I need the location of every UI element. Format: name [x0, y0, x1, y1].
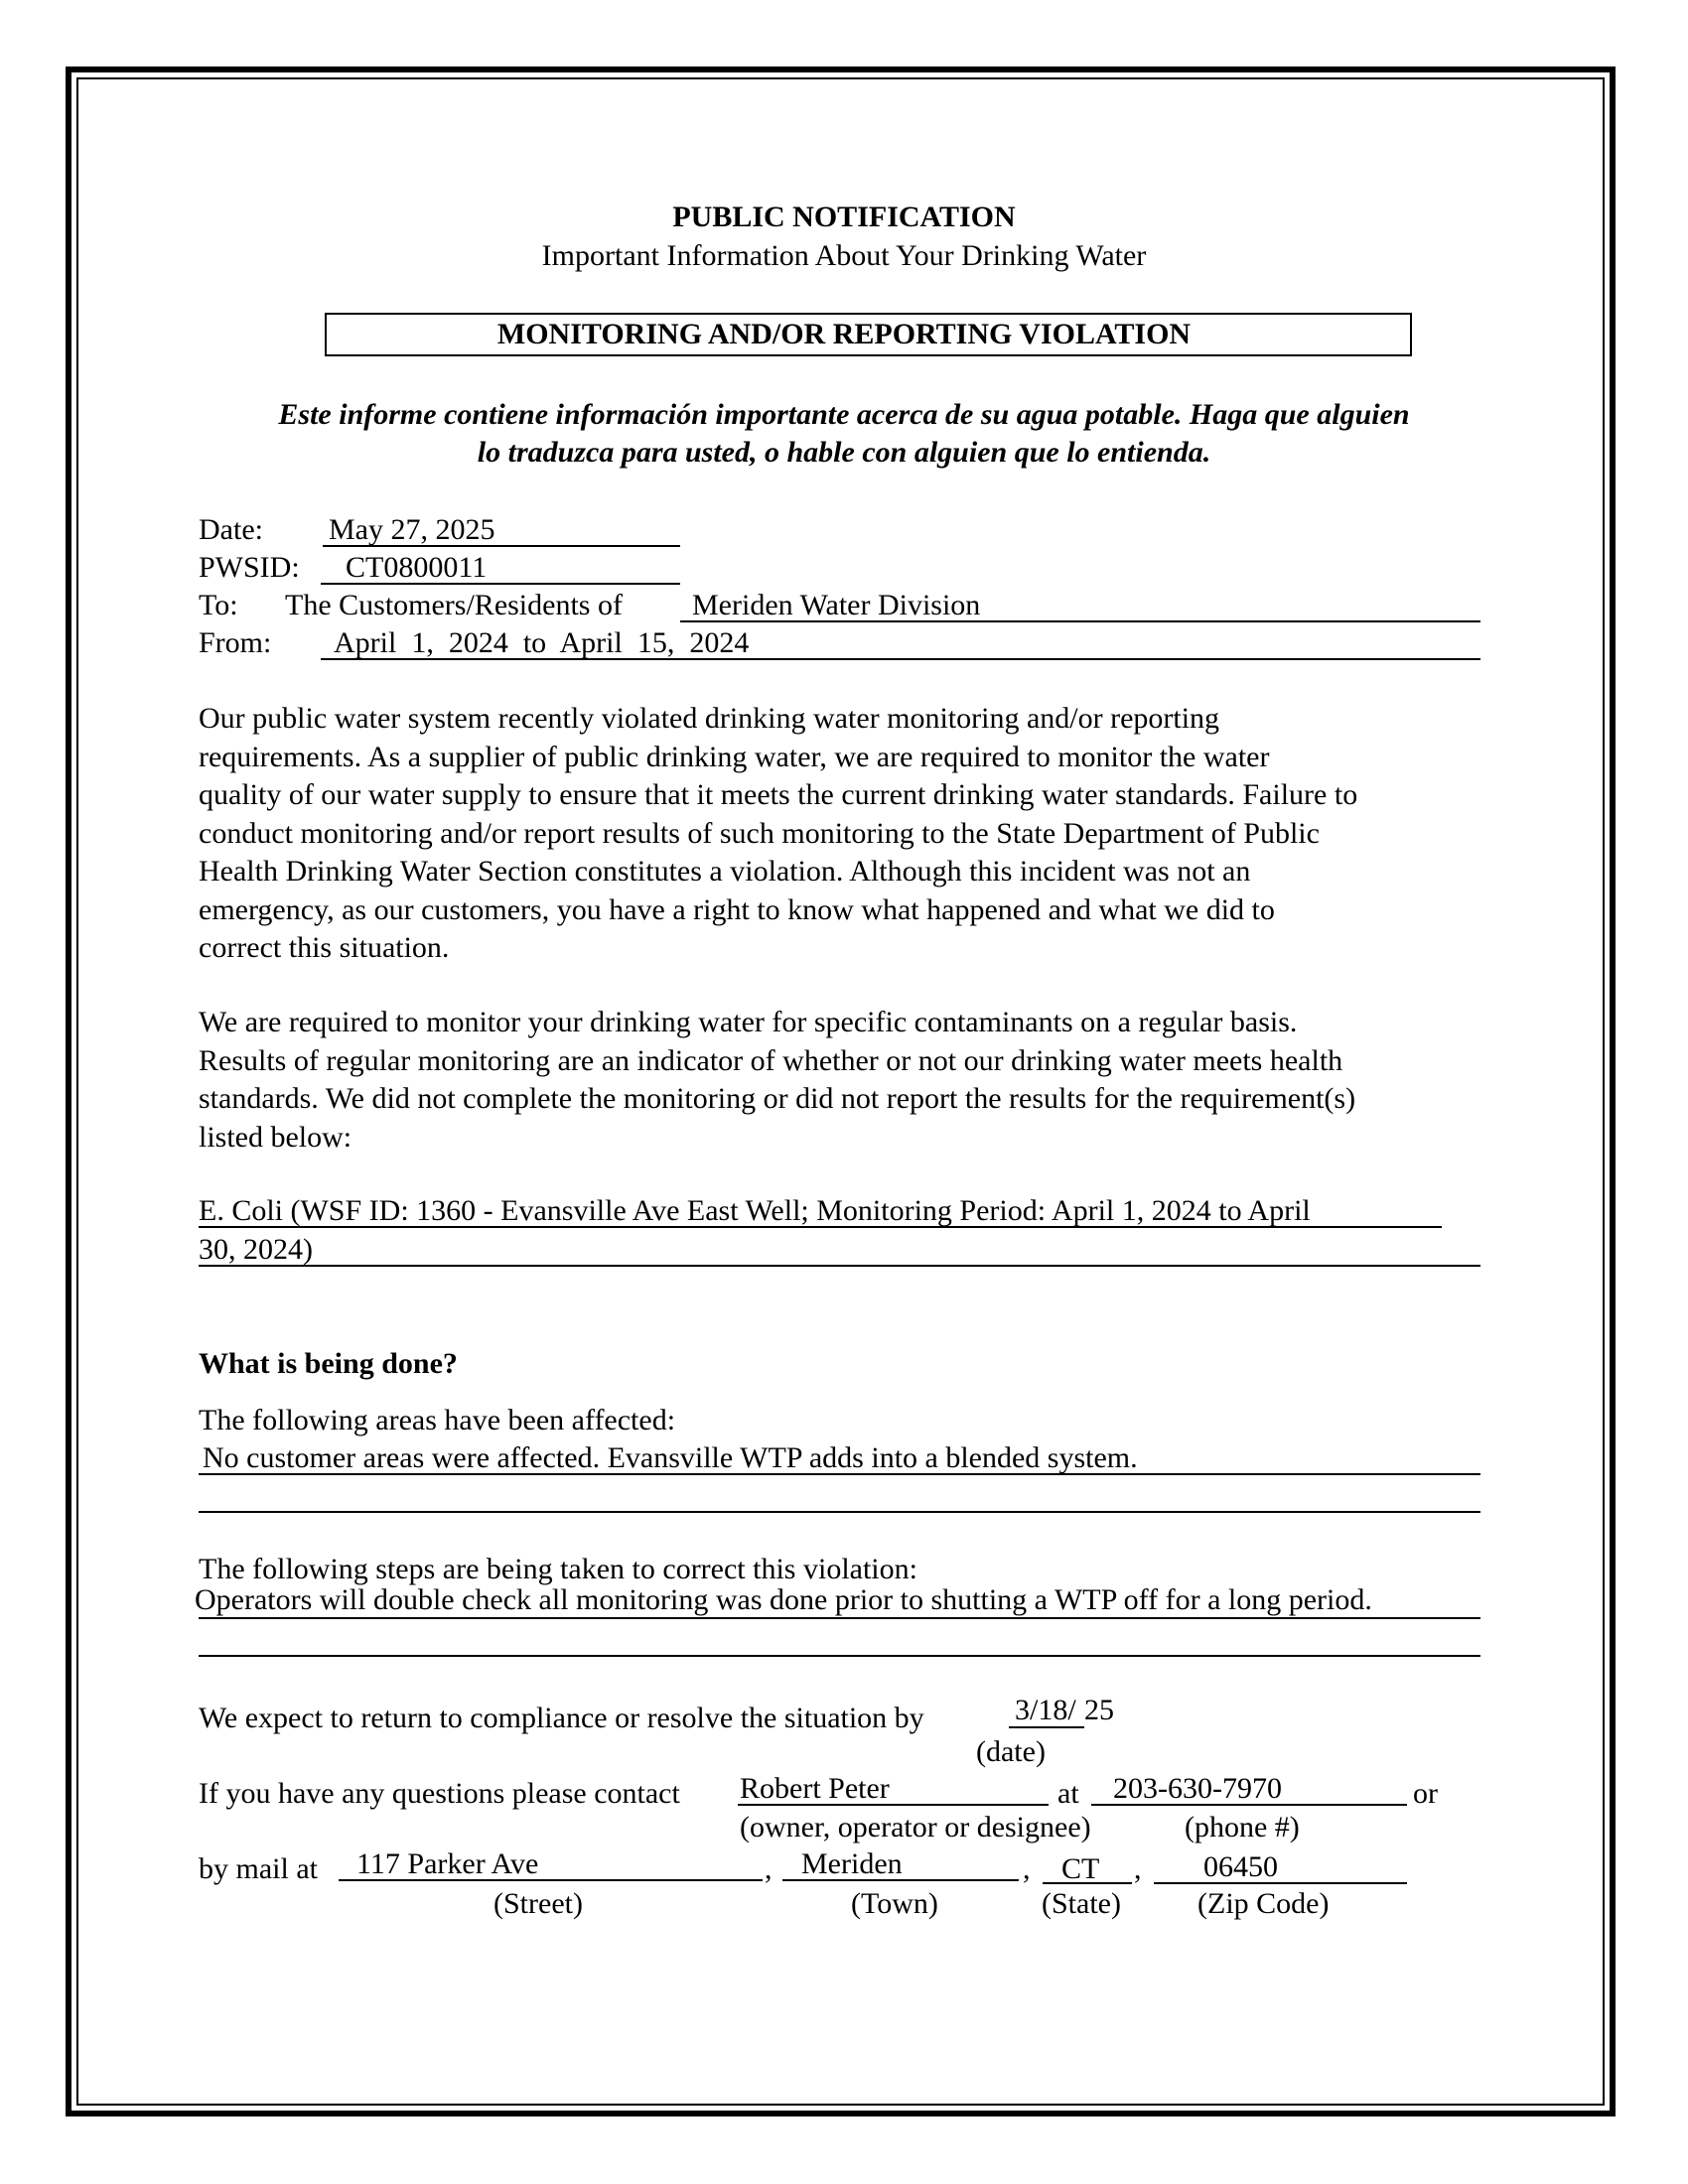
- compliance-label: We expect to return to compliance or resolve the situation by: [199, 1702, 924, 1734]
- steps-underline1: [199, 1617, 1480, 1619]
- mail-state-underline: [1043, 1882, 1132, 1884]
- compliance-date-suffix: 25: [1084, 1694, 1114, 1726]
- compliance-date-value: 3/18/: [1015, 1694, 1076, 1726]
- requirement-underline2: [199, 1265, 1480, 1267]
- requirement-line2: 30, 2024): [199, 1233, 313, 1266]
- spanish-notice-line2: lo traduzca para usted, o hable con alguien que lo entienda.: [477, 436, 1211, 469]
- contact-name-underline: [738, 1804, 1049, 1806]
- steps-label: The following steps are being taken to correct this violation:: [199, 1553, 917, 1585]
- paragraph2-line: We are required to monitor your drinking water for specific contaminants on a regular basis.: [199, 1006, 1298, 1038]
- date-value: May 27, 2025: [329, 513, 495, 546]
- contact-phone-underline: [1091, 1804, 1407, 1806]
- from-value: April 1, 2024 to April 15, 2024: [334, 626, 750, 659]
- paragraph2-line: standards. We did not complete the monitoring or did not report the results for the requirement(s): [199, 1082, 1356, 1115]
- contact-at: at: [1057, 1777, 1079, 1810]
- paragraph2-line: Results of regular monitoring are an indicator of whether or not our drinking water meets health: [199, 1043, 1343, 1077]
- areas-value: No customer areas were affected. Evansville WTP adds into a blended system.: [203, 1441, 1138, 1474]
- areas-underline1: [199, 1473, 1480, 1475]
- compliance-date-underline: [1009, 1726, 1084, 1728]
- mail-street-underline: [339, 1879, 763, 1881]
- paragraph2-line: listed below:: [199, 1120, 352, 1154]
- paragraph1-line: Health Drinking Water Section constitutes a violation. Although this incident was not an: [199, 855, 1251, 887]
- mail-town: Meriden: [801, 1847, 903, 1880]
- mail-street: 117 Parker Ave: [356, 1847, 539, 1880]
- contact-name-caption: (owner, operator or designee): [740, 1811, 1091, 1843]
- paragraph1-line: emergency, as our customers, you have a right to know what happened and what we did to: [199, 892, 1275, 926]
- mail-comma-2: ,: [1023, 1852, 1031, 1885]
- compliance-date-caption: (date): [976, 1735, 1046, 1768]
- contact-name: Robert Peter: [740, 1772, 890, 1805]
- paragraph1-line: correct this situation.: [199, 931, 450, 964]
- contact-label: If you have any questions please contact: [199, 1777, 680, 1810]
- from-label: From:: [199, 626, 272, 659]
- notice-title: PUBLIC NOTIFICATION: [672, 201, 1016, 233]
- requirement-underline1: [199, 1226, 1442, 1228]
- notice-subtitle: Important Information About Your Drinking Water: [541, 239, 1147, 272]
- paragraph1-line: Our public water system recently violated drinking water monitoring and/or reporting: [199, 702, 1220, 735]
- mail-zip-underline: [1154, 1882, 1407, 1884]
- paragraph1-line: quality of our water supply to ensure that it meets the current drinking water standards. Failure to: [199, 778, 1358, 811]
- mail-state: CT: [1061, 1852, 1100, 1885]
- what-is-being-done-heading: What is being done?: [199, 1347, 458, 1380]
- steps-value: Operators will double check all monitoring was done prior to shutting a WTP off for a long period.: [195, 1583, 1372, 1616]
- paragraph-violation-description: [199, 700, 1499, 968]
- pwsid-label: PWSID:: [199, 551, 300, 584]
- mail-zip: 06450: [1203, 1850, 1278, 1883]
- date-label: Date:: [199, 513, 263, 546]
- contact-or: or: [1413, 1777, 1438, 1810]
- contact-phone-caption: (phone #): [1185, 1811, 1300, 1843]
- date-underline: [323, 545, 680, 547]
- to-value: Meriden Water Division: [692, 589, 981, 621]
- mail-comma-1: ,: [765, 1852, 773, 1885]
- from-underline: [321, 658, 1480, 660]
- steps-underline2: [199, 1655, 1480, 1657]
- to-underline: [680, 620, 1480, 622]
- town-caption: (Town): [851, 1887, 938, 1920]
- street-caption: (Street): [493, 1887, 583, 1920]
- mail-town-underline: [782, 1879, 1019, 1881]
- paragraph1-line: requirements. As a supplier of public drinking water, we are required to monitor the water: [199, 740, 1270, 773]
- paragraph-monitoring-requirements: [199, 1004, 1499, 1157]
- contact-phone: 203-630-7970: [1113, 1772, 1282, 1805]
- paragraph1-line: conduct monitoring and/or report results of such monitoring to the State Department of Public: [199, 816, 1320, 850]
- zip-caption: (Zip Code): [1197, 1887, 1330, 1920]
- pwsid-value: CT0800011: [346, 551, 488, 584]
- pwsid-underline: [321, 583, 680, 585]
- state-caption: (State): [1042, 1887, 1121, 1920]
- requirement-line1: E. Coli (WSF ID: 1360 - Evansville Ave East Well; Monitoring Period: April 1, 2024 to April: [199, 1194, 1311, 1227]
- spanish-notice-line1: Este informe contiene información importante acerca de su agua potable. Haga que alguien: [278, 398, 1410, 431]
- violation-type: MONITORING AND/OR REPORTING VIOLATION: [496, 318, 1192, 350]
- areas-label: The following areas have been affected:: [199, 1404, 676, 1436]
- to-prefix: The Customers/Residents of: [285, 589, 623, 621]
- mail-comma-3: ,: [1134, 1852, 1142, 1885]
- to-label: To:: [199, 589, 238, 621]
- areas-underline2: [199, 1511, 1480, 1513]
- mail-label: by mail at: [199, 1852, 318, 1885]
